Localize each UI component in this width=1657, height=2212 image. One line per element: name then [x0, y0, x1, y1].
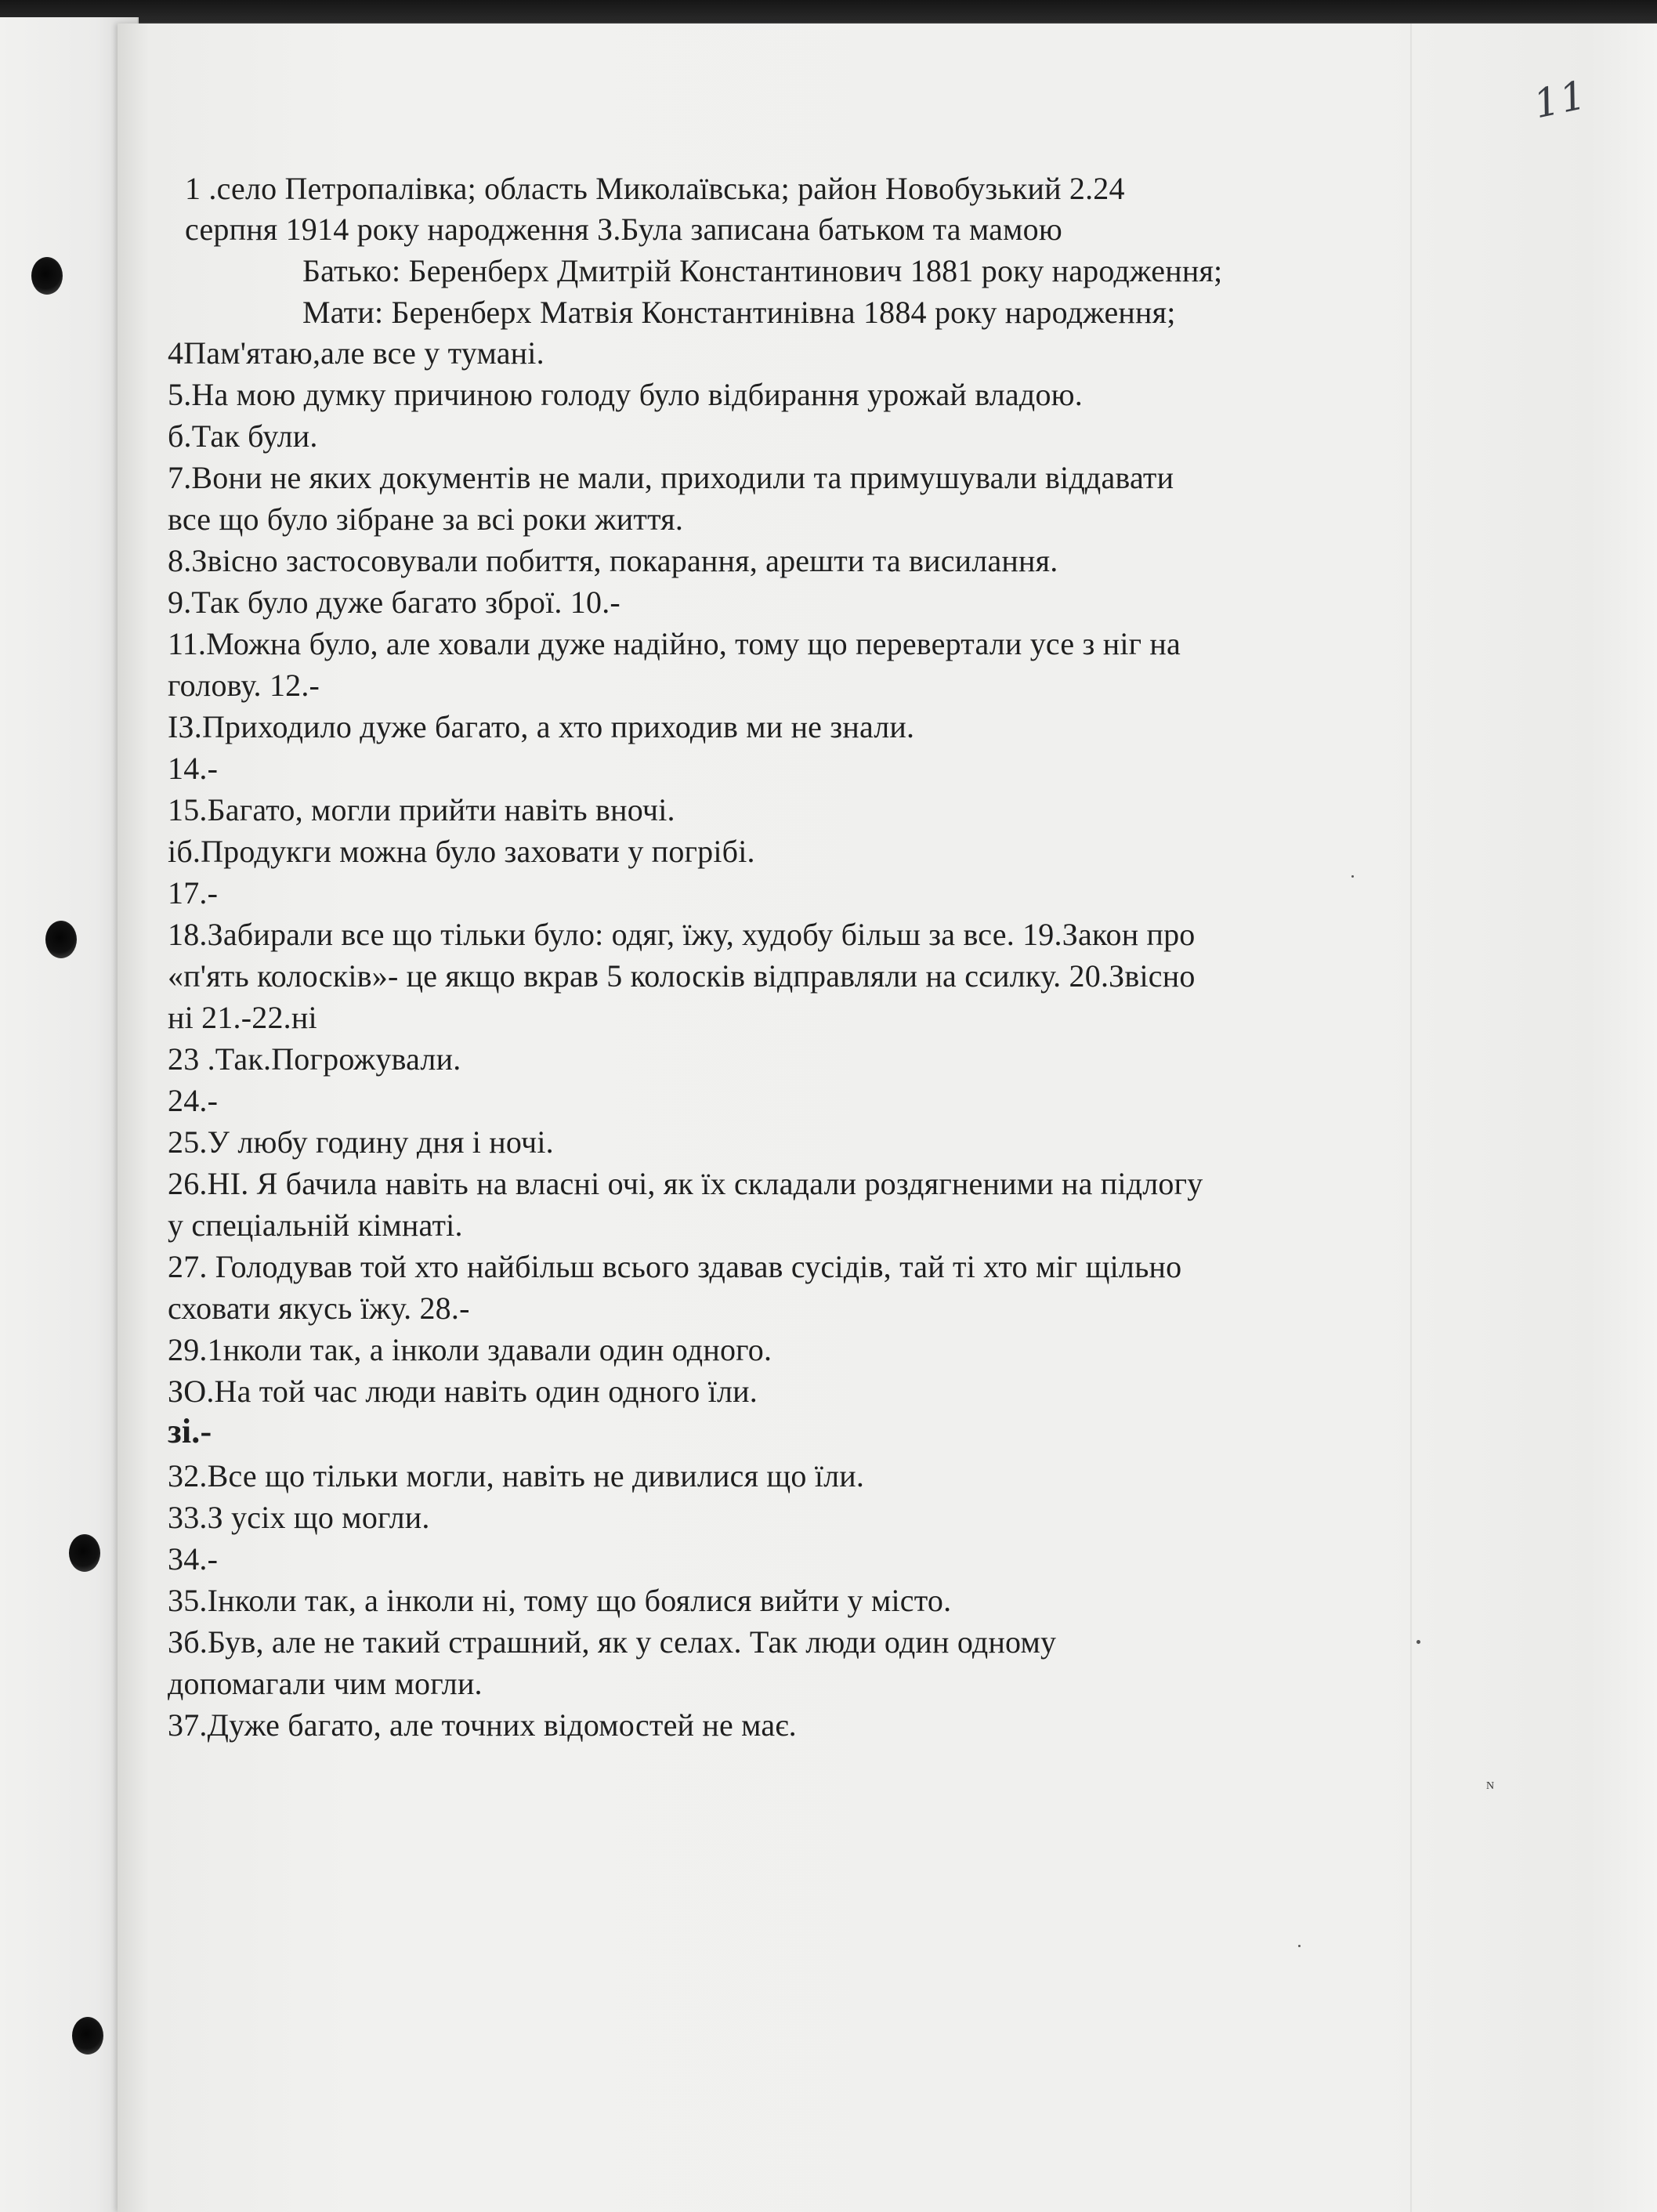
text-line-38: 37.Дуже багато, але точних відомостей не має. [168, 1707, 797, 1743]
text-line-3: Батько: Беренберх Дмитрій Константинович 1881 року народження; [302, 253, 1223, 288]
text-line-21: ні 21.-22.ні [168, 1000, 317, 1035]
text-line-26: у спеціальній кімнаті. [168, 1207, 463, 1243]
text-line-36: Зб.Був, але не такий страшний, як у селах. Так люди один одному [168, 1624, 1057, 1660]
text-line-15: 14.- [168, 751, 219, 786]
text-line-22: 23 .Так.Погрожували. [168, 1041, 461, 1077]
text-line-17: іб.Продукги можна було заховати у погрібі. [168, 834, 755, 869]
dust-speck [1416, 1640, 1420, 1644]
text-line-13: голову. 12.- [168, 668, 320, 703]
text-line-6: 5.На мою думку причиною голоду було відбирання урожай владою. [168, 377, 1083, 412]
text-line-20: «п'ять колосків»- це якщо вкрав 5 колосків відправляли на ссилку. 20.Звісно [168, 958, 1196, 994]
handwritten-page-number: 11 [1529, 71, 1591, 128]
text-line-8: 7.Вони не яких документів не мали, приходили та примушували віддавати [168, 460, 1174, 495]
text-line-35: 35.Інколи так, а інколи ні, тому що боялися вийти у місто. [168, 1583, 952, 1618]
text-line-23: 24.- [168, 1083, 219, 1118]
text-line-4: Мати: Беренберх Матвія Константинівна 1884 року народження; [302, 295, 1176, 330]
text-line-9: все що було зібране за всі роки життя. [168, 501, 684, 537]
text-line-32: 32.Все що тільки могли, навіть не дивилися що їли. [168, 1458, 865, 1493]
text-line-7: б.Так були. [168, 418, 318, 454]
text-line-24: 25.У любу годину дня і ночі. [168, 1124, 554, 1160]
dust-speck [1298, 1945, 1301, 1947]
text-line-2: серпня 1914 року народження З.Була записана батьком та мамою [185, 212, 1062, 247]
text-line-11: 9.Так було дуже багато зброї. 10.- [168, 585, 620, 620]
text-line-37: допомагали чим могли. [168, 1666, 483, 1701]
text-line-19: 18.Забирали все що тільки було: одяг, їжу, худобу більш за все. 19.Закон про [168, 917, 1196, 952]
text-line-28: сховати якусь їжу. 28.- [168, 1291, 470, 1326]
text-line-12: 11.Можна було, але ховали дуже надійно, тому що перевертали усе з ніг на [168, 626, 1181, 661]
text-line-27: 27. Голодував той хто найбільш всього здавав сусідів, тай ті хто міг щільно [168, 1249, 1182, 1284]
text-line-16: 15.Багато, могли прийти навіть вночі. [168, 792, 675, 827]
text-line-18: 17.- [168, 875, 219, 911]
text-line-10: 8.Звісно застосовували побиття, покарання, арешти та висилання. [168, 543, 1058, 578]
text-line-14: ІЗ.Приходило дуже багато, а хто приходив ми не знали. [168, 709, 915, 744]
dust-speck [1351, 875, 1354, 878]
text-line-31: зі.- [168, 1412, 212, 1450]
corner-mark: N [1486, 1780, 1495, 1792]
text-line-29: 29.1нколи так, а інколи здавали один одного. [168, 1332, 772, 1367]
text-line-1: 1 .село Петропалівка; область Миколаївська; район Новобузький 2.24 [185, 171, 1125, 206]
text-line-30: ЗО.На той час люди навіть один одного їли. [168, 1374, 758, 1409]
text-line-25: 26.НІ. Я бачила навіть на власні очі, як їх складали роздягненими на підлогу [168, 1166, 1203, 1201]
text-line-34: 34.- [168, 1541, 219, 1577]
text-line-5: 4Пам'ятаю,але все у тумані. [168, 335, 544, 371]
text-line-33: 33.З усіх що могли. [168, 1500, 430, 1535]
